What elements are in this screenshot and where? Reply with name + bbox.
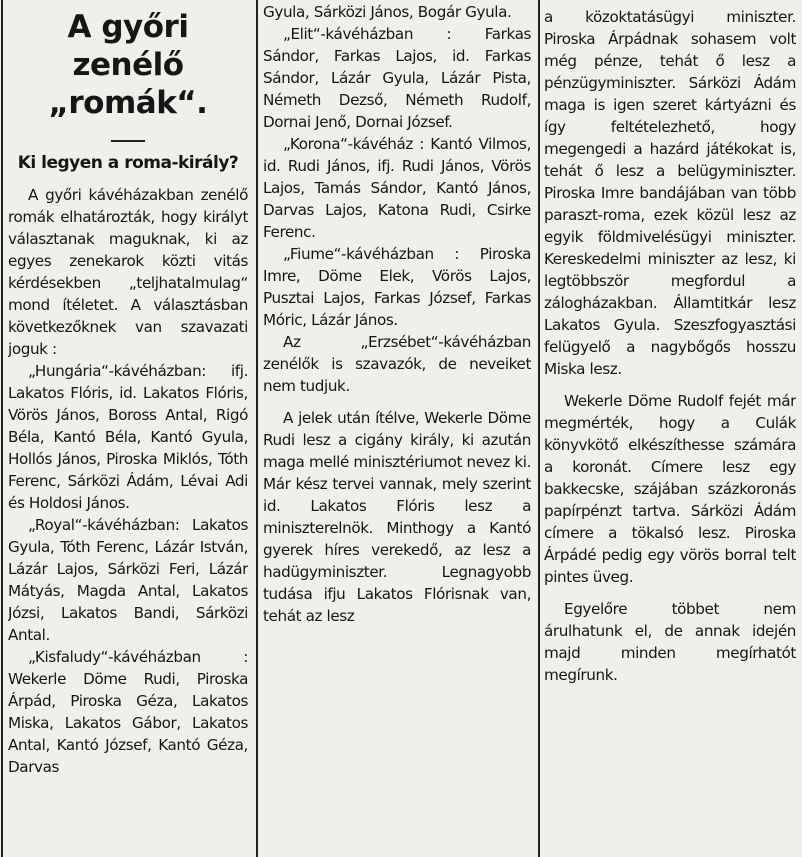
- column-rule-2: [538, 0, 540, 857]
- paragraph: Gyula, Sárközi János, Bogár Gyula.: [263, 3, 512, 21]
- title-line-2: „romák“.: [48, 85, 208, 121]
- paragraph: a közoktatásügyi miniszter. Piroska Árpádnak sohasem volt még pénze, tehát ő lesz a pénzügyminiszter. Sárközi Ádám maga is igen szeret kártyázni és így feltételezhető, hogy megengedi a hazárd játékokat is, tehát ő lesz a belügyminiszter. Piroska Imre bandájában van több paraszt-roma, ezek közül lesz az egyik földmivelésügyi miniszter. Kereskedelmi miniszter az lesz, ki legtöbbször megfordul a zálogházakban. Államtitkár lesz Lakatos Gyula. Szeszfogyasztási felügyelő a nagybőgős hosszu Miska lesz.: [544, 8, 796, 378]
- paragraph: Az „Erzsébet“-kávéházban zenélők is szavazók, de neveiket nem tudjuk.: [263, 333, 531, 395]
- paragraph: „Kisfaludy“-kávéházban : Wekerle Döme Rudi, Piroska Árpád, Piroska Géza, Lakatos Miska, Lakatos Gábor, Lakatos Antal, Kantó József, Kantó Géza, Darvas: [8, 648, 248, 776]
- column-1: [8, 0, 248, 778]
- article-title: [8, 8, 248, 122]
- column-1-text: [8, 184, 248, 778]
- column-rule-1: [256, 0, 258, 857]
- column-rule-left: [1, 0, 3, 857]
- column-2-text: [263, 1, 531, 627]
- paragraph-gap: [263, 397, 531, 407]
- paragraph: „Royal“-kávéházban: Lakatos Gyula, Tóth Ferenc, Lázár István, Lázár Lajos, Sárközi Feri, Lázár Mátyás, Magda Antal, Lakatos Józsi, Lakatos Bandi, Sárközi Antal.: [8, 516, 248, 644]
- column-3-text: [544, 6, 796, 686]
- title-line-1: A győri zenélő: [67, 9, 189, 83]
- title-divider: [111, 140, 145, 142]
- paragraph: A jelek után ítélve, Wekerle Döme Rudi lesz a cigány király, ki azután maga mellé minisztériumot nevez ki. Már kész tervei vannak, mely szerint id. Lakatos Flóris lesz a miniszterelnök. Minthogy a Kantó gyerek híres verekedő, az lesz a hadügyminiszter. Legnagyobb tudása ifju Lakatos Flórisnak van, tehát az lesz: [263, 409, 531, 625]
- paragraph: „Elit“-kávéházban : Farkas Sándor, Farkas Lajos, id. Farkas Sándor, Lázár Gyula, Lázár Pista, Németh Dezső, Németh Rudolf, Dornai Jenő, Dornai József.: [263, 25, 531, 131]
- paragraph-gap: [544, 588, 796, 598]
- paragraph: Wekerle Döme Rudolf fejét már megmérték, hogy a Culák könyvkötő elkészíthesse számára a koronát. Címere lesz egy bakkecske, szájában százkoronás papírpénzt tartva. Sárközi Ádám címere a tökalsó lesz. Piroska Árpádé pedig egy vörös borral telt pintes üveg.: [544, 392, 796, 586]
- column-3: [544, 0, 796, 686]
- paragraph-gap: [544, 380, 796, 390]
- paragraph: A győri kávéházakban zenélő romák elhatározták, hogy királyt választanak maguknak, ki az egyes zenekarok közti vitás kérdésekben „teljhatalmulag“ mond ítéletet. A választásban következőknek van szavazati joguk :: [8, 186, 248, 358]
- column-2: [263, 0, 531, 627]
- paragraph: „Korona“-kávéház : Kantó Vilmos, id. Rudi János, ifj. Rudi János, Vörös Lajos, Tamás Sándor, Kantó János, Darvas Lajos, Katona Rudi, Csirke Ferenc.: [263, 135, 531, 241]
- paragraph: „Hungária“-kávéházban: ifj. Lakatos Flóris, id. Lakatos Flóris, Vörös János, Boross Antal, Rigó Béla, Kantó Béla, Kantó Gyula, Hollós János, Piroska Miklós, Tóth Ferenc, Sárközi Ádám, Lévai Adi és Holdosi János.: [8, 362, 248, 512]
- paragraph: „Fiume“-kávéházban : Piroska Imre, Döme Elek, Vörös Lajos, Pusztai Lajos, Farkas József, Farkas Móric, Lázár János.: [263, 245, 531, 329]
- paragraph: Egyelőre többet nem árulhatunk el, de annak idején majd minden megírhatót megírunk.: [544, 600, 796, 684]
- article-subheading: Ki legyen a roma-király?: [17, 153, 239, 173]
